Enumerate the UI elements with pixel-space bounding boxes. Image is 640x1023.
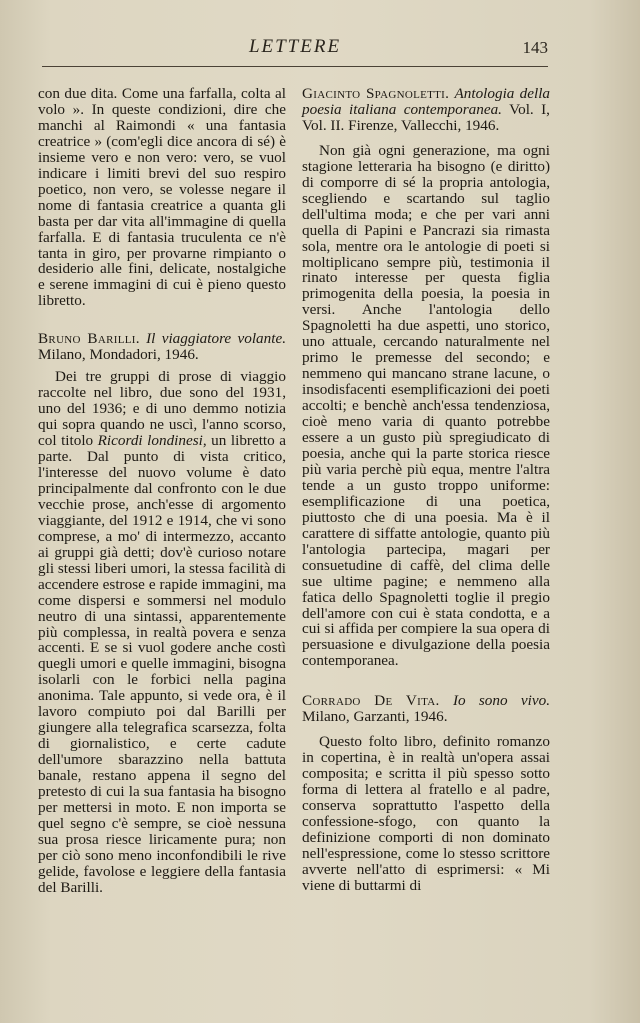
continuation-paragraph: con due dita. Come una farfalla, colta al volo ». In queste condizioni, dire che manchi al Raimondi « una fantasia creatrice » (com'egli dice ancora di sé) è insieme vero e non vero: vero, se vuol indicare i limiti brevi del suo respiro poetico, non vero, se volesse negare il nome di fantasia creatrice a quanta gli basta per dar vita all'immagine di quella farfalla. E di fantasia truculenta ce n'è tanta in giro, per provarne rimpianto o desiderio alle fini, delicate, nostalgiche e serene immagini di cui è pieno questo libretto. [38, 85, 286, 310]
review-publication: Vol. I, Vol. II. Firenze, Vallecchi, 1946. [302, 100, 550, 134]
review-title: Il viaggiatore volante. [146, 330, 286, 348]
review-body-devita: Questo folto libro, definito romanzo in copertina, è in realtà un'opera assai composita; e scritta il più spesso sotto forma di lettera al fratello e al padre, conserva soprattutto l'aspetto della confessione-sfogo, con quanto la definizione comporti di non dominato nell'espressione, come lo stesso scrittore avverte nell'atto di esprimersi: « Mi viene di buttarmi di [302, 733, 550, 894]
page-header [42, 36, 548, 67]
review-text: Dei tre gruppi di prose di viaggio raccolte nel libro, due sono del 1931, uno del 1936; e di uno demmo notizia qui sopra quando ne uscì, l'anno scorso, col titolo [38, 368, 286, 450]
review-publication: Milano, Garzanti, 1946. [302, 708, 448, 726]
review-text-2: , un libretto a parte. Dal punto di vista critico, l'interesse del nuovo volume è dato principalmente dal confronto con le due vecchie prose, anch'esse di argomento viaggiante, del 1912 e 1914, che vi sono comprese, a mo' di intermezzo, accanto ai gruppi già detti; dov'è curioso notare gli stessi liberi umori, la stessa facilità di accendere estrose e rapide immagini, ma come dispersi e sommersi nel modulo neutro di una sintassi, apparentemente più complessa, in realtà povera e senza accenti. E se si vuol godere anche costì quegli umori e quelle immagini, bisogna isolarli con le forbici nella pagina anonima. Tale appunto, si vede ora, è il lavoro compiuto poi dal Barilli per giungere alla telegrafica scarsezza, folta di giornalistico, e certe cadute dell'umore sbarazzino nella battuta banale, restano appena il segno del pretesto di cui la sua fantasia ha bisogno per mettersi in moto. E non importa se quel segno c'è sempre, se cioè nessuna sua prosa riesce liricamente pura; non per ciò sono meno inconfondibili le rive gelide, favolose e leggiere della fantasia del Barilli. [38, 432, 287, 896]
spacer [302, 669, 550, 693]
page-number: 143 [522, 38, 548, 57]
review-heading-spagnoletti [302, 86, 550, 134]
running-title: LETTERE [248, 36, 342, 57]
review-body-spagnoletti: Non già ogni generazione, ma ogni stagione letteraria ha bisogno (e diritto) di comporre di sé la propria antologia, scegliendo e scartando sul taglio dell'ultima moda; e che per vari anni quella di Papini e Pancrazi sia rimasta sola, mentre ora le antologie di poeti si moltiplicano sempre più, testimonia il rinato interesse per questa figlia primogenita della poesia, la poesia in versi. Anche l'antologia dello Spagnoletti ha due aspetti, uno storico, uno attuale, cercando naturalmente nel primo le premesse del secondo; e nemmeno qui mancano strane lacune, o insodisfacenti esemplificazioni dei poeti accolti; e benchè anch'essa tendenziosa, cioè meno varia di quanto potrebbe essere a un gusto più spregiudicato di poesia, anche qui la parte storica riesce più varia perchè più equa, mentre l'altra tende a un gusto troppo uniforme: esemplificazione di una poetica, piuttosto che di una poesia. Ma è il carattere di siffatte antologie, quanto più l'antologia partecipa, magari per consuetudine di caffè, del clima delle sue ultime pagine; e nemmeno alla fatica dello Spagnoletti toglie il pregio dell'amore con cui è stata condotta, e a cui si affida per compiere la sua opera di persuasione e divulgazione della poesia contemporanea. [302, 141, 550, 670]
review-author: Giacinto Spagnoletti. [302, 85, 450, 102]
left-column [38, 86, 286, 896]
right-column [302, 86, 550, 894]
review-publication: Milano, Mondadori, 1946. [38, 346, 199, 364]
review-title: Antologia della poesia italiana contemporanea. [302, 85, 551, 118]
review-title: Io sono vivo. [452, 692, 550, 710]
spacer [38, 309, 286, 323]
review-author: Bruno Barilli. [38, 330, 140, 348]
review-body-barilli [38, 369, 286, 895]
review-heading-barilli [38, 331, 286, 363]
review-heading-devita [302, 693, 550, 725]
review-author: Corrado De Vita. [302, 692, 440, 710]
inner-title: Ricordi londinesi [97, 432, 203, 450]
